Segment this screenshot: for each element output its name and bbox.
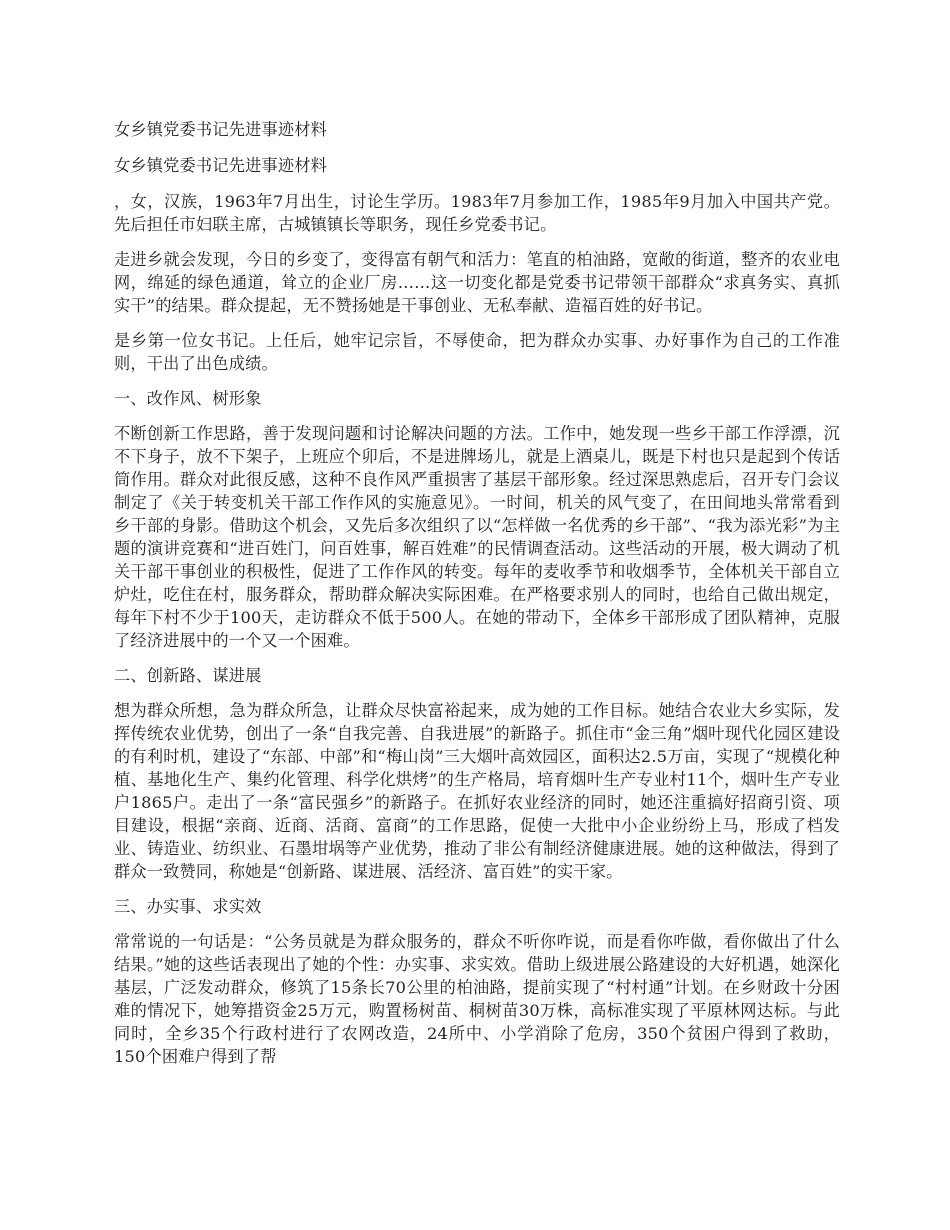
document-subtitle: 女乡镇党委书记先进事迹材料 <box>114 156 328 175</box>
section-3-body: 常常说的一句话是：“公务员就是为群众服务的，群众不听你咋说，而是看你咋做，看你做出了什么结果。”她的这些话表现出了她的个性：办实事、求实效。借助上级进展公路建设的大好机遇，她深化基层，广泛发动群众，修筑了15条长70公里的柏油路，提前实现了“村村通”计划。在乡财政十分困难的情况下，她筹措资金25万元，购置杨树苗、桐树苗30万株，高标准实现了平原林网达标。与此同时，全乡35个行政村进行了农网改造，24所中、小学消除了危房，350个贫困户得到了救助，150个困难户得到了帮 <box>114 932 840 1066</box>
section-1-heading: 一、改作风、树形象 <box>114 389 262 408</box>
intro-paragraph-3: 是乡第一位女书记。上任后，她牢记宗旨，不辱使命，把为群众办实事、办好事作为自己的工作准则，干出了出色成绩。 <box>114 331 840 373</box>
document-page <box>114 118 840 1080</box>
section-2-body: 想为群众所想，急为群众所急，让群众尽快富裕起来，成为她的工作目标。她结合农业大乡实际，发挥传统农业优势，创出了一条“自我完善、自我进展”的新路子。抓住市“金三角”烟叶现代化园区建设的有利时机，建设了“东部、中部”和“梅山岗”三大烟叶高效园区，面积达2.5万亩，实现了“规模化种植、基地化生产、集约化管理、科学化烘烤”的生产格局，培育烟叶生产专业村11个，烟叶生产专业户1865户。走出了一条“富民强乡”的新路子。在抓好农业经济的同时，她还注重搞好招商引资、项目建设，根据“亲商、近商、活商、富商”的工作思路，促使一大批中小企业纷纷上马，形成了档发业、铸造业、纺织业、石墨坩埚等产业优势，推动了非公有制经济健康进展。她的这种做法，得到了群众一致赞同，称她是“创新路、谋进展、活经济、富百姓”的实干家。 <box>114 701 840 881</box>
section-1-body: 不断创新工作思路，善于发现问题和讨论解决问题的方法。工作中，她发现一些乡干部工作浮漂，沉不下身子，放不下架子，上班应个卯后，不是进牌场儿，就是上酒桌儿，既是下村也只是起到个传话筒作用。群众对此很反感，这种不良作风严重损害了基层干部形象。经过深思熟虑后，召开专门会议制定了《关于转变机关干部工作作风的实施意见》。一时间，机关的风气变了，在田间地头常常看到乡干部的身影。借助这个机会，又先后多次组织了以“怎样做一名优秀的乡干部”、“我为添光彩”为主题的演讲竞赛和“进百姓门，问百姓事，解百姓难”的民情调查活动。这些活动的开展，极大调动了机关干部干事创业的积极性，促进了工作作风的转变。每年的麦收季节和收烟季节，全体机关干部自立炉灶，吃住在村，服务群众，帮助群众解决实际困难。在严格要求别人的同时，也给自己做出规定，每年下村不少于100天，走访群众不低于500人。在她的带动下，全体乡干部形成了团队精神，克服了经济进展中的一个又一个困难。 <box>114 424 840 650</box>
intro-paragraph-2: 走进乡就会发现，今日的乡变了，变得富有朝气和活力：笔直的柏油路，宽敞的街道，整齐的农业电网，绵延的绿色通道，耸立的企业厂房……这一切变化都是党委书记带领干部群众“求真务实、真抓实干”的结果。群众提起，无不赞扬她是干事创业、无私奉献、造福百姓的好书记。 <box>114 250 840 315</box>
intro-paragraph-1: ，女，汉族，1963年7月出生，讨论生学历。1983年7月参加工作，1985年9月加入中国共产党。先后担任市妇联主席，古城镇镇长等职务，现任乡党委书记。 <box>114 192 840 234</box>
section-3-heading: 三、办实事、求实效 <box>114 897 262 916</box>
document-title: 女乡镇党委书记先进事迹材料 <box>114 120 328 139</box>
section-2-heading: 二、创新路、谋进展 <box>114 666 262 685</box>
